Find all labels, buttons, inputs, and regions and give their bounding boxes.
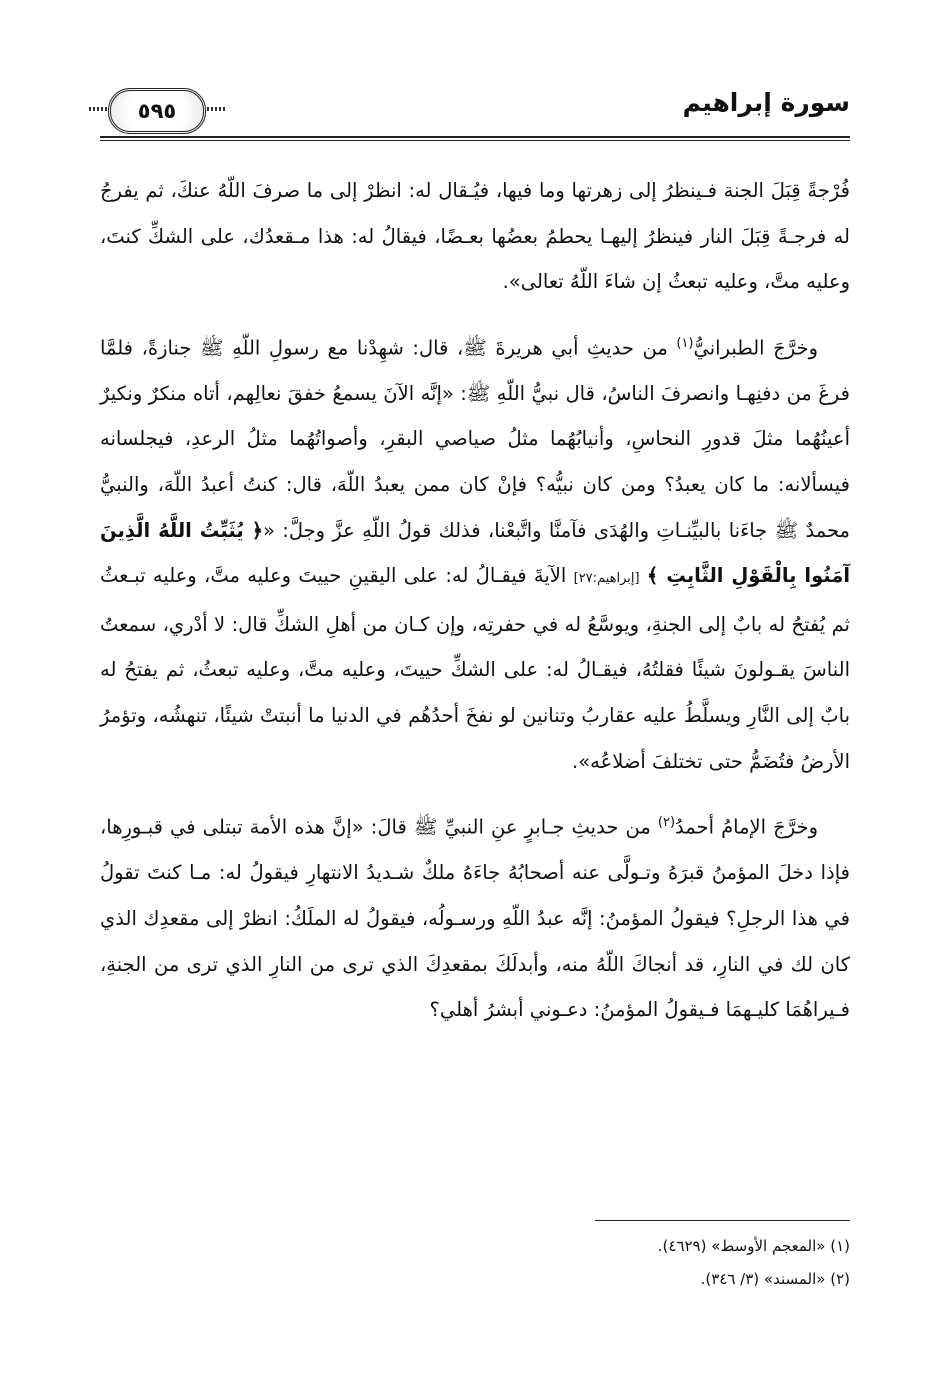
quran-verse: ﴿ يُثَبِّتُ اللَّهُ الَّذِينَ آمَنُوا بِالْقَوْلِ الثَّابِتِ ﴾ [100, 518, 851, 588]
header-divider [100, 136, 850, 141]
paragraph-1: فُرْجةً قِبَلَ الجنة فـينظرُ إلى زهرتها وما فيها، فيُـقال له: انظرْ إلى ما صرفَ اللّهُ عنكَ، ثم يفرجُ له فرجـةً قِبَلَ النار فينظرُ إليهـا يحطمُ بعضُها بعـضًا، فيقالُ له: هذا مـقعدُك، على الشكِّ كنتَ، وعليه متَّ، وعليه تبعثُ إن شاءَ اللّهُ تعالى». [100, 179, 850, 294]
footnote-ref-1: (١) [676, 335, 694, 351]
paragraph-3-body: من حديثِ جـابرٍ عنِ النبيِّ ﷺ قالَ: «إنَّ هذه الأمة تبتلى في قبـورِها، فإذا دخلَ المؤمنُ قبرَهُ وتـولَّى عنه أصحابُهُ جاءَهُ ملكٌ شـديدُ الانتهارِ فيقولُ له: مـا كنتَ تقولُ في هذا الرجلِ؟ فيقولُ المؤمنُ: إنَّه عبدُ اللّهِ ورسـولُه، فيقولُ له الملَكُ: انظرْ إلى مقعدِك الذي كان لك في النارِ، قد أنجاكَ اللّهُ منه، وأبدلَكَ بمقعدِكَ الذي ترى من النارِ الذي ترى من الجنةِ، فـيراهُمَا كليـهمَا فـيقولُ المؤمنُ: دعـوني أبشرُ أهلي؟ [100, 815, 850, 1022]
surah-title: سورة إبراهيم [682, 88, 850, 117]
paragraph-3 [100, 800, 850, 1032]
paragraph-2-intro: وخرَّجَ الطبرانيُّ [693, 336, 818, 360]
paragraph-2-body: من حديثِ أبي هريرةَ ﷺ، قال: شهِدْنا مع رسولِ اللّهِ ﷺ جنازةً، فلمَّا فرغَ من دفنِهـا وانصرفَ الناسُ، قال نبيُّ اللّهِ ﷺ: «إنَّه الآنَ يسمعُ خفقَ نعالِهم، أتاه منكرٌ ونكيرٌ أعينُهُما مثلَ قدورِ النحاسِ، وأنيابُهُما مثلُ صياصي البقرِ، وأصواتُهُما مثلُ الرعدِ، فيجلسانه فيسألانه: ما كان يعبدُ؟ ومن كان نبيُّه؟ فإنْ كان ممن يعبدُ اللّهَ، قال: كنتُ أعبدُ اللّهَ، والنبيُّ محمدٌ ﷺ جاءَنا بالبيِّنـاتِ والهُدَى فآمنَّا واتَّبعْنا، فذلك قولُ اللّهِ عزَّ وجلَّ: « [100, 336, 850, 542]
paragraph-3-intro: وخرَّجَ الإمامُ أحمدُ [675, 815, 818, 839]
main-text [100, 168, 850, 1033]
footnote-divider [595, 1220, 850, 1221]
page-header [100, 84, 850, 144]
footnote-2: (٢) «المسند» (٣/ ٣٤٦). [700, 1270, 850, 1288]
verse-reference: [إبراهيم:٢٧] [573, 571, 640, 587]
page-number: ٥٩٥ [137, 99, 177, 123]
paragraph-2 [100, 321, 850, 784]
footnote-1: (١) «المعجم الأوسط» (٤٦٢٩). [657, 1237, 850, 1255]
footnotes [100, 1230, 850, 1296]
footnote-ref-2: (٢) [657, 815, 676, 831]
page-number-badge [108, 88, 206, 134]
paragraph-2-end: الآيةَ فيقـالُ له: على اليقينِ حييتَ وعليه متَّ، وعليه تبـعثُ ثم يُفتحُ له بابٌ إلى الجنةِ، ويوسَّعُ له في حفرتِه، وإن كـان من أهلِ الشكِّ قال: لا أدْري، سمعتُ الناسَ يقـولونَ شيئًا فقلتُهُ، فيقـالُ له: على الشكِّ حييتَ، وعليه متَّ، وعليه تبعثُ، ثم يفتحُ له بابٌ إلى النَّارِ ويسلَّطُ عليه عقاربُ وتنانين لو نفخَ أحدُهُم في الدنيا ما أنبتتْ شيئًا، تنهشُه، وتؤمرُ الأرضُ فتُضَمُّ حتى تختلفَ أضلاعُه». [100, 564, 850, 773]
